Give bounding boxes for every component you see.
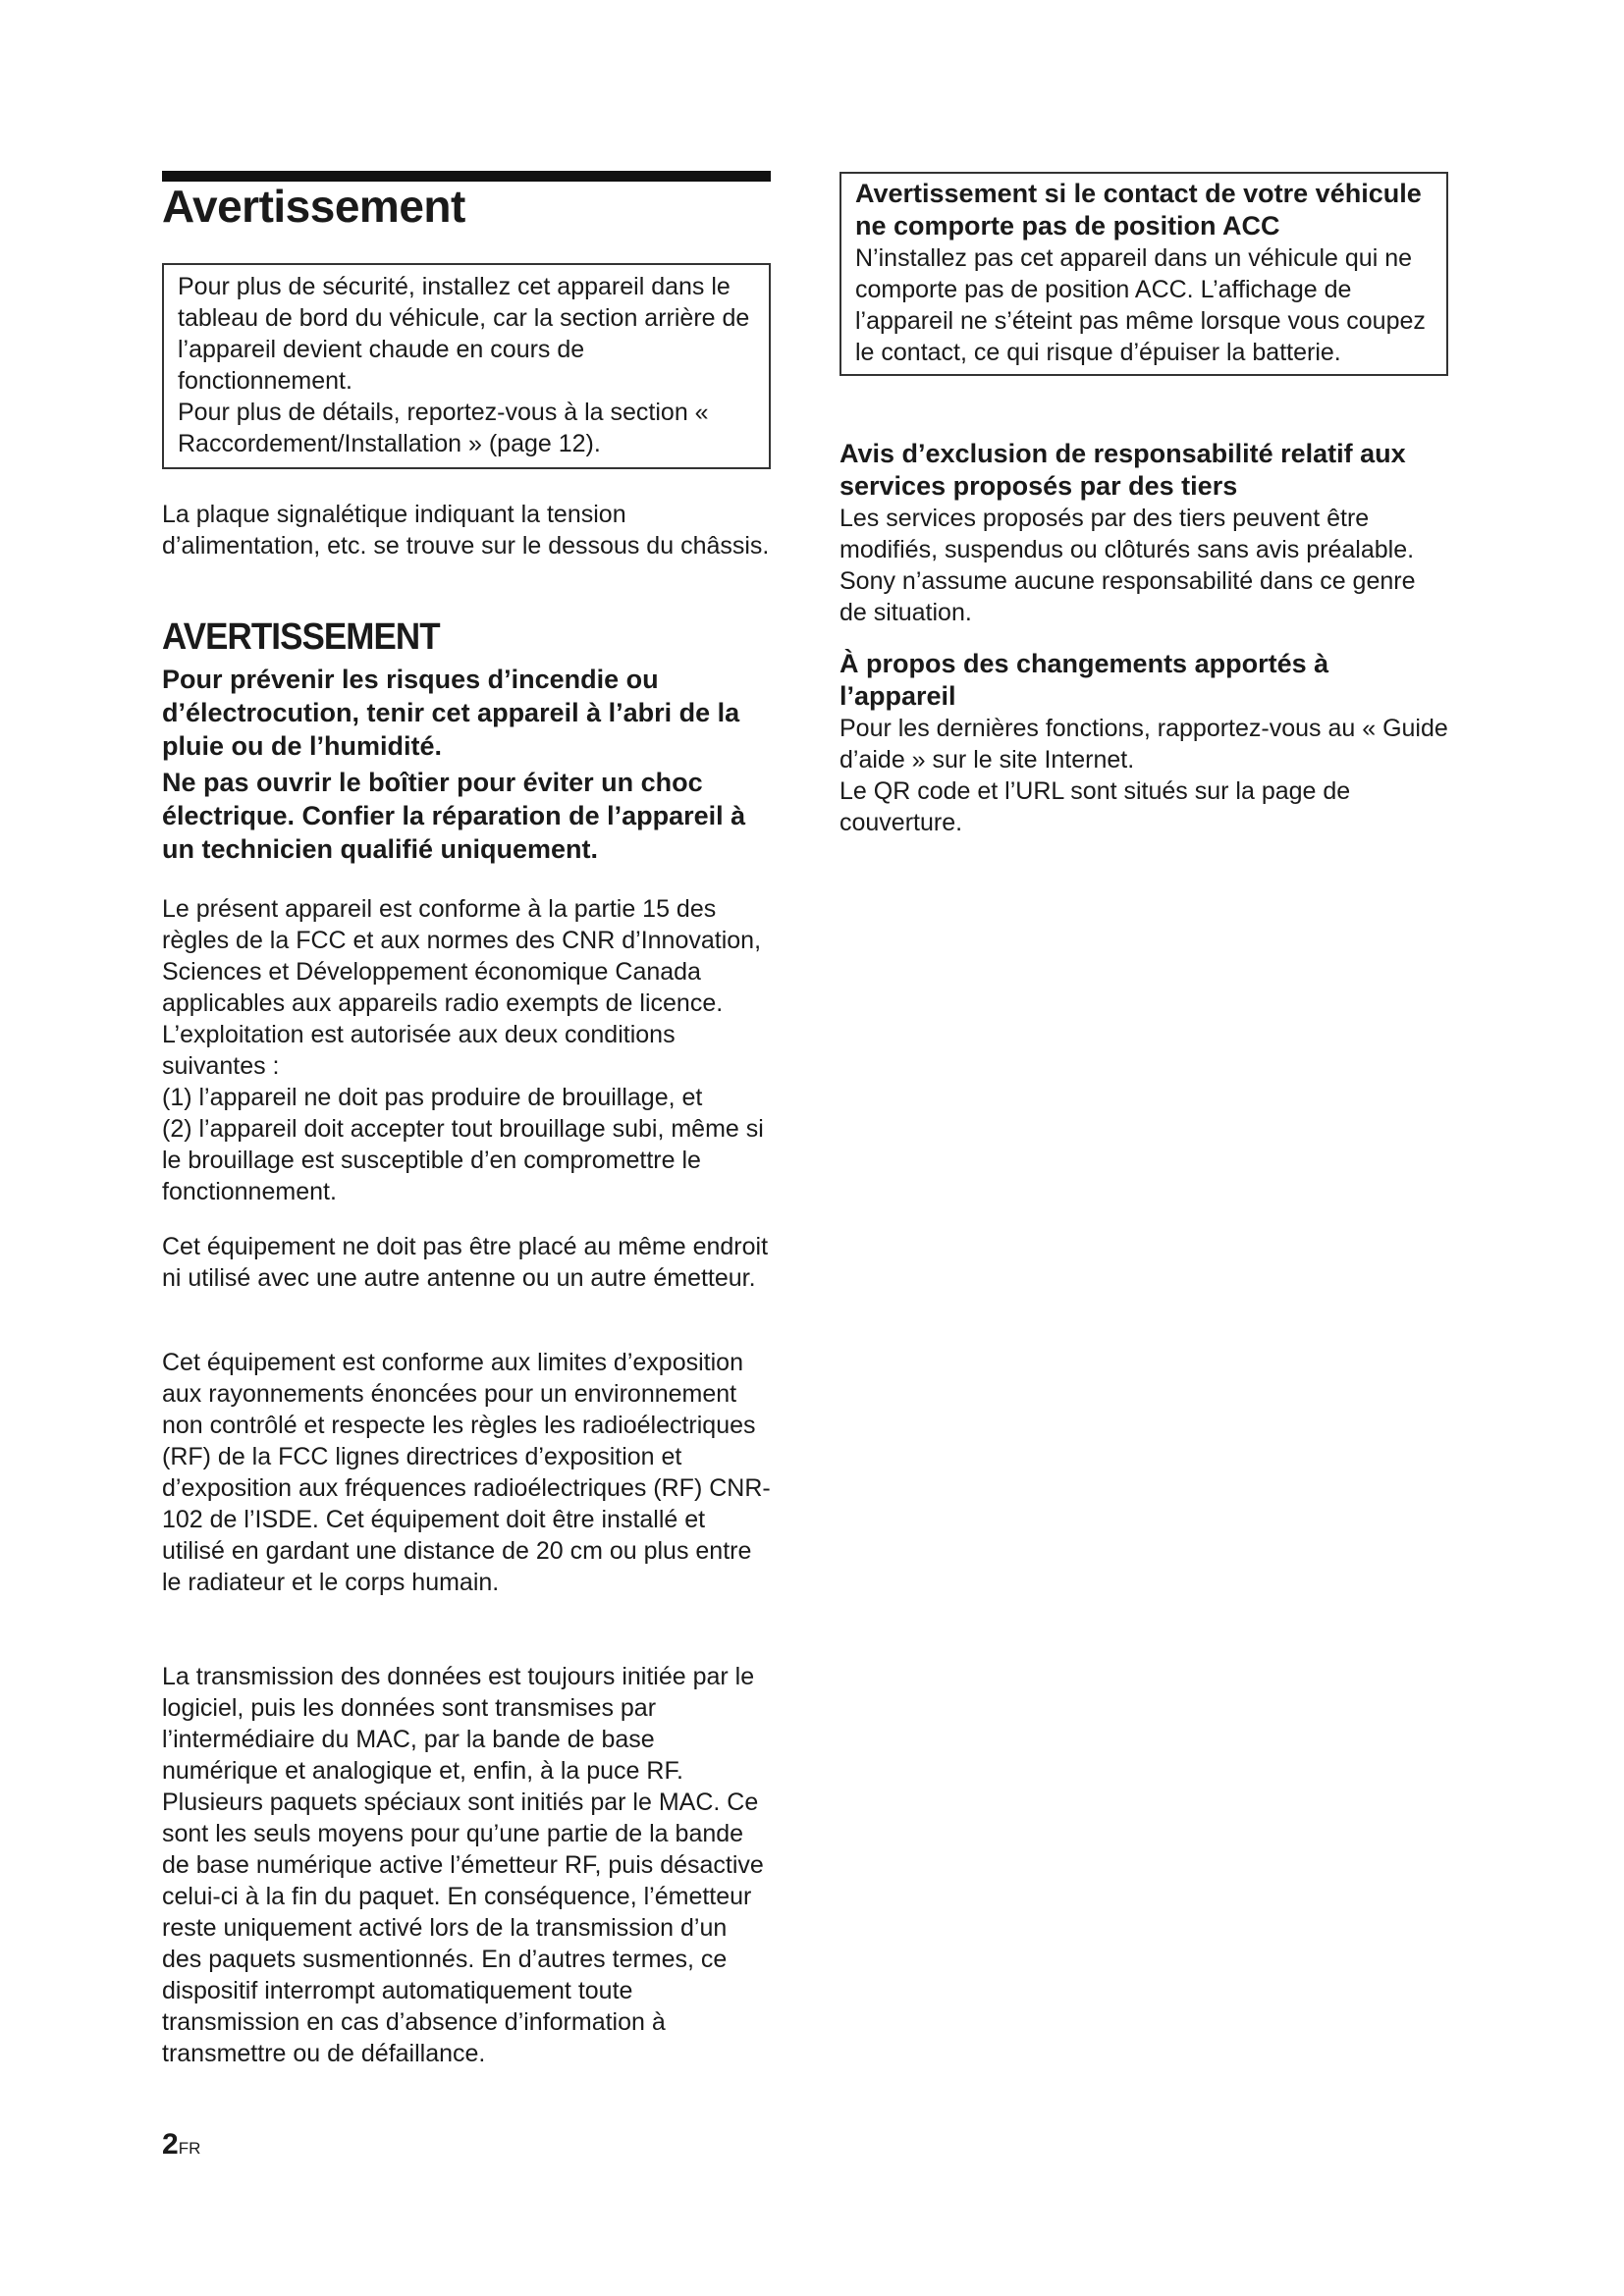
device-changes-heading: À propos des changements apportés à l’appareil — [839, 649, 1329, 711]
safety-notice-text: Pour plus de sécurité, installez cet appareil dans le tableau de bord du véhicule, car la section arrière de l’appareil devient chaude en cours de fonctionnement. — [178, 273, 750, 395]
third-party-text: Les services proposés par des tiers peuvent être modifiés, suspendus ou clôturés sans avis préalable. Sony n’assume aucune responsabilité dans ce genre de situation. — [839, 505, 1416, 626]
fcc-compliance-section — [162, 893, 771, 1207]
rating-plate-note: La plaque signalétique indiquant la tension d’alimentation, etc. se trouve sur le dessous du châssis. — [162, 501, 770, 560]
fcc-condition-2: (2) l’appareil doit accepter tout brouillage subi, même si le brouillage est susceptible d’en compromettre le fonctionnement. — [162, 1115, 764, 1205]
data-transmission-note: La transmission des données est toujours initiée par le logiciel, puis les données sont transmises par l’intermédiaire du MAC, par la bande de base numérique et analogique et, enfin, à la puce RF. Plusieurs paquets spéciaux sont initiés par le MAC. Ce sont les seuls moyens pour qu’une partie de la bande de base numérique active l’émetteur RF, puis désactive celui-ci à la fin du paquet. En conséquence, l’émetteur reste uniquement activé lors de la transmission d’un des paquets susmentionnés. En d’autres termes, ce dispositif interrompt automatiquement toute transmission en cas d’absence d’information à transmettre ou de défaillance. — [162, 1663, 764, 2067]
fcc-intro: Le présent appareil est conforme à la partie 15 des règles de la FCC et aux normes des CNR d’Innovation, Sciences et Développement économique Canada applicables aux appareils radio exempts de licence. L’exploitation est autorisée aux deux conditions suivantes : — [162, 895, 762, 1080]
rf-exposure-note: Cet équipement est conforme aux limites d’exposition aux rayonnements énoncées pour un environnement non contrôlé et respecte les règles les radioélectriques (RF) de la FCC lignes directrices d’exposition et d’exposition aux fréquences radioélectriques (RF) CNR-102 de l’ISDE. Cet équipement doit être installé et utilisé en gardant une distance de 20 cm ou plus entre le radiateur et le corps humain. — [162, 1349, 771, 1596]
device-changes-text-2: Le QR code et l’URL sont situés sur la page de couverture. — [839, 777, 1351, 836]
antenna-colocation-note: Cet équipement ne doit pas être placé au même endroit ni utilisé avec une autre antenne ou un autre émetteur. — [162, 1233, 769, 1292]
acc-warning-text: N’installez pas cet appareil dans un véhicule qui ne comporte pas de position ACC. L’affichage de l’appareil ne s’éteint pas même lorsque vous coupez le contact, ce qui risque d’épuiser la batterie. — [855, 244, 1426, 366]
page-number-digit: 2 — [162, 2128, 179, 2161]
third-party-disclaimer-section — [839, 438, 1448, 628]
acc-warning-heading: Avertissement si le contact de votre véhicule ne comporte pas de position ACC — [855, 179, 1422, 240]
acc-warning-box — [839, 172, 1448, 376]
device-changes-text-1: Pour les dernières fonctions, rapportez-vous au « Guide d’aide » sur le site Internet. — [839, 715, 1448, 774]
page-language-suffix: FR — [178, 2139, 201, 2158]
safety-notice-box — [162, 263, 771, 469]
third-party-heading: Avis d’exclusion de responsabilité relatif aux services proposés par des tiers — [839, 439, 1406, 501]
safety-notice-reference: Pour plus de détails, reportez-vous à la section « Raccordement/Installation » (page 12). — [178, 399, 709, 457]
warning-heading: AVERTISSEMENT — [162, 616, 440, 658]
fire-shock-warning: Pour prévenir les risques d’incendie ou d’électrocution, tenir cet appareil à l’abri de la pluie ou de l’humidité. — [162, 665, 740, 761]
fcc-condition-1: (1) l’appareil ne doit pas produire de brouillage, et — [162, 1084, 703, 1111]
page-number — [162, 2128, 200, 2162]
page-title: Avertissement — [162, 181, 465, 232]
device-changes-section — [839, 648, 1448, 838]
do-not-open-warning: Ne pas ouvrir le boîtier pour éviter un choc électrique. Confier la réparation de l’appareil à un technicien qualifié uniquement. — [162, 768, 746, 864]
